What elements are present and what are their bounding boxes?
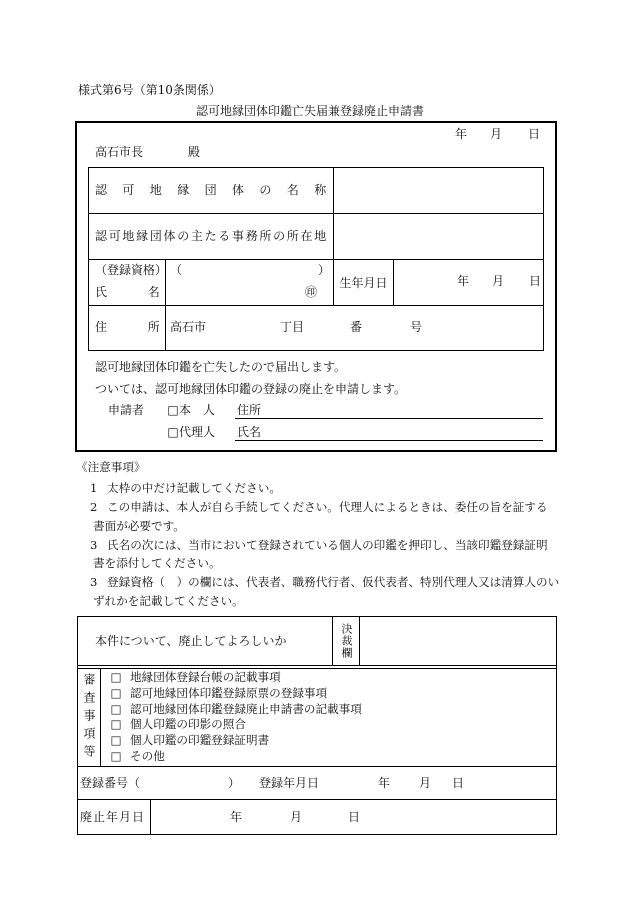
review-item-6-label: その他	[130, 748, 165, 763]
applicant-self-label: 本 人	[179, 403, 216, 417]
group-name-label-cell	[89, 168, 334, 214]
review-item-4-checkbox[interactable]: □	[110, 717, 122, 732]
office-use-table	[77, 616, 557, 835]
applicant-label: 申請者	[108, 403, 145, 417]
applicant-self-checkbox[interactable]: □	[167, 403, 179, 417]
office-location-label-cell	[89, 214, 334, 260]
addressee: 高石市長	[95, 145, 144, 159]
row-representative	[89, 260, 544, 306]
review-item-1-label: 地縁団体登録台帳の記載事項	[130, 670, 281, 684]
address-go: 号	[410, 320, 423, 334]
address-label: 住 所	[95, 320, 162, 334]
seal-mark: ㊞	[305, 285, 318, 299]
review-items-cell	[101, 669, 556, 766]
row-address	[89, 306, 544, 351]
note-3-line-2: 書を添付してください。	[93, 556, 221, 570]
notes-heading: 《注意事項》	[76, 460, 146, 474]
approval-question-cell	[78, 617, 333, 665]
review-item	[110, 749, 556, 765]
registration-row	[78, 767, 556, 800]
abolition-date-field[interactable]	[151, 800, 556, 834]
applicant-address-label: 住所	[237, 403, 262, 417]
abolition-date-label-cell	[78, 800, 151, 834]
address-field[interactable]	[166, 306, 544, 351]
approval-row	[78, 617, 556, 666]
birth-date-day-unit: 日	[529, 274, 542, 288]
review-item	[110, 717, 556, 733]
address-label-cell	[89, 306, 166, 351]
review-item	[110, 702, 556, 718]
application-date-day-unit: 日	[528, 127, 541, 141]
birth-date-year-unit: 年	[457, 274, 470, 288]
abolition-row	[78, 800, 556, 834]
registration-date-field[interactable]	[328, 771, 468, 795]
abolition-date-month-unit: 月	[290, 810, 303, 824]
form-number: 様式第6号（第10条関係）	[78, 83, 221, 97]
review-item-2-checkbox[interactable]: □	[110, 685, 122, 700]
qualification-label: （登録資格）	[95, 263, 168, 277]
review-item-2-label: 認可地縁団体印鑑登録原票の登録事項	[130, 685, 328, 700]
note-1-line-1: 太枠の中だけ記載してください。	[107, 481, 281, 495]
note-4-line-2: ずれかを記載してください。	[93, 594, 244, 608]
request-statement: ついては、認可地縁団体印鑑の登録の廃止を申請します。	[95, 382, 407, 396]
address-city: 高石市	[170, 320, 207, 334]
notification-statement: 認可地縁団体印鑑を亡失したので届出します。	[95, 360, 347, 374]
decision-label-cell	[333, 617, 360, 665]
qualification-paren-open: （	[170, 263, 183, 277]
office-location-field[interactable]	[334, 214, 544, 260]
row-office-location	[89, 214, 544, 260]
registration-date-year-unit: 年	[378, 776, 391, 790]
row-group-name	[89, 168, 544, 214]
form-title: 認可地縁団体印鑑亡失届兼登録廃止申請書	[196, 104, 425, 118]
addressee-honorific: 殿	[188, 145, 201, 159]
decision-field[interactable]	[360, 617, 556, 665]
review-item-5-checkbox[interactable]: □	[110, 733, 122, 748]
birth-date-label-cell	[334, 260, 394, 306]
representative-label-cell	[89, 260, 166, 306]
note-2-line-1: この申請は、本人が自ら手続してください。代理人によるときは、委任の旨を証する	[107, 500, 548, 514]
registration-number-label: 登録番号（	[80, 776, 141, 790]
abolition-date-label: 廃止年月日	[80, 810, 146, 824]
birth-date-label: 生年月日	[339, 275, 388, 290]
review-label-cell	[78, 669, 101, 766]
review-label: 審査事項等	[82, 672, 96, 763]
review-item-5-label: 個人印鑑の印鑑登録証明書	[130, 733, 270, 748]
applicant-agent-label: 代理人	[179, 425, 216, 439]
applicant-address-field[interactable]	[235, 403, 543, 419]
approval-question: 本件について、廃止してよろしいか	[95, 634, 287, 648]
birth-date-month-unit: 月	[492, 274, 505, 288]
abolition-date-year-unit: 年	[230, 810, 243, 824]
group-name-label: 認 可 地 縁 団 体 の 名 称	[95, 183, 328, 197]
note-4-line-1: 登録資格（ ）の欄には、代表者、職務代行者、仮代表者、特別代理人又は清算人のい	[107, 575, 560, 589]
note-2-line-2: 書面が必要です。	[93, 519, 185, 533]
note-4-number: 3	[90, 575, 98, 589]
address-ban: 番	[350, 320, 363, 334]
review-item-1-checkbox[interactable]: □	[110, 670, 122, 684]
office-location-label: 認可地縁団体の主たる事務所の所在地	[95, 229, 328, 243]
abolition-date-day-unit: 日	[348, 810, 361, 824]
registration-number-field[interactable]	[140, 771, 228, 795]
group-name-field[interactable]	[334, 168, 544, 214]
applicant-agent-checkbox[interactable]: □	[167, 425, 179, 439]
birth-date-field[interactable]	[394, 260, 544, 306]
note-2-number: 2	[90, 500, 98, 514]
applicant-name-label: 氏名	[237, 425, 262, 439]
review-item-3-checkbox[interactable]: □	[110, 701, 122, 716]
application-date-field[interactable]	[428, 127, 543, 141]
review-item-4-label: 個人印鑑の印影の照合	[130, 717, 246, 732]
note-3-line-1: 氏名の次には、当市において登録されている個人の印鑑を押印し、当該印鑑登録証明	[107, 538, 548, 552]
review-checklist	[110, 670, 556, 765]
qualification-paren-close: ）	[318, 263, 331, 277]
representative-name-label: 氏 名	[95, 285, 162, 299]
review-item	[110, 670, 556, 686]
application-date-year-unit: 年	[455, 127, 468, 141]
registration-date-month-unit: 月	[419, 776, 432, 790]
applicant-name-field[interactable]	[235, 425, 543, 441]
review-item	[110, 733, 556, 749]
decision-label: 決裁欄	[340, 623, 353, 659]
application-date-month-unit: 月	[490, 127, 503, 141]
representative-field[interactable]	[166, 260, 334, 306]
review-item-6-checkbox[interactable]: □	[110, 748, 122, 763]
address-chome: 丁目	[280, 320, 305, 334]
registration-date-day-unit: 日	[452, 776, 465, 790]
review-row	[78, 668, 556, 767]
review-item	[110, 686, 556, 702]
registration-date-label: 登録年月日	[259, 776, 320, 790]
review-item-3-label: 認可地縁団体印鑑登録廃止申請書の記載事項	[130, 701, 362, 716]
registration-number-close: ）	[228, 776, 241, 790]
application-details-table	[88, 167, 544, 351]
note-3-number: 3	[90, 538, 98, 552]
note-1-number: 1	[90, 481, 98, 495]
